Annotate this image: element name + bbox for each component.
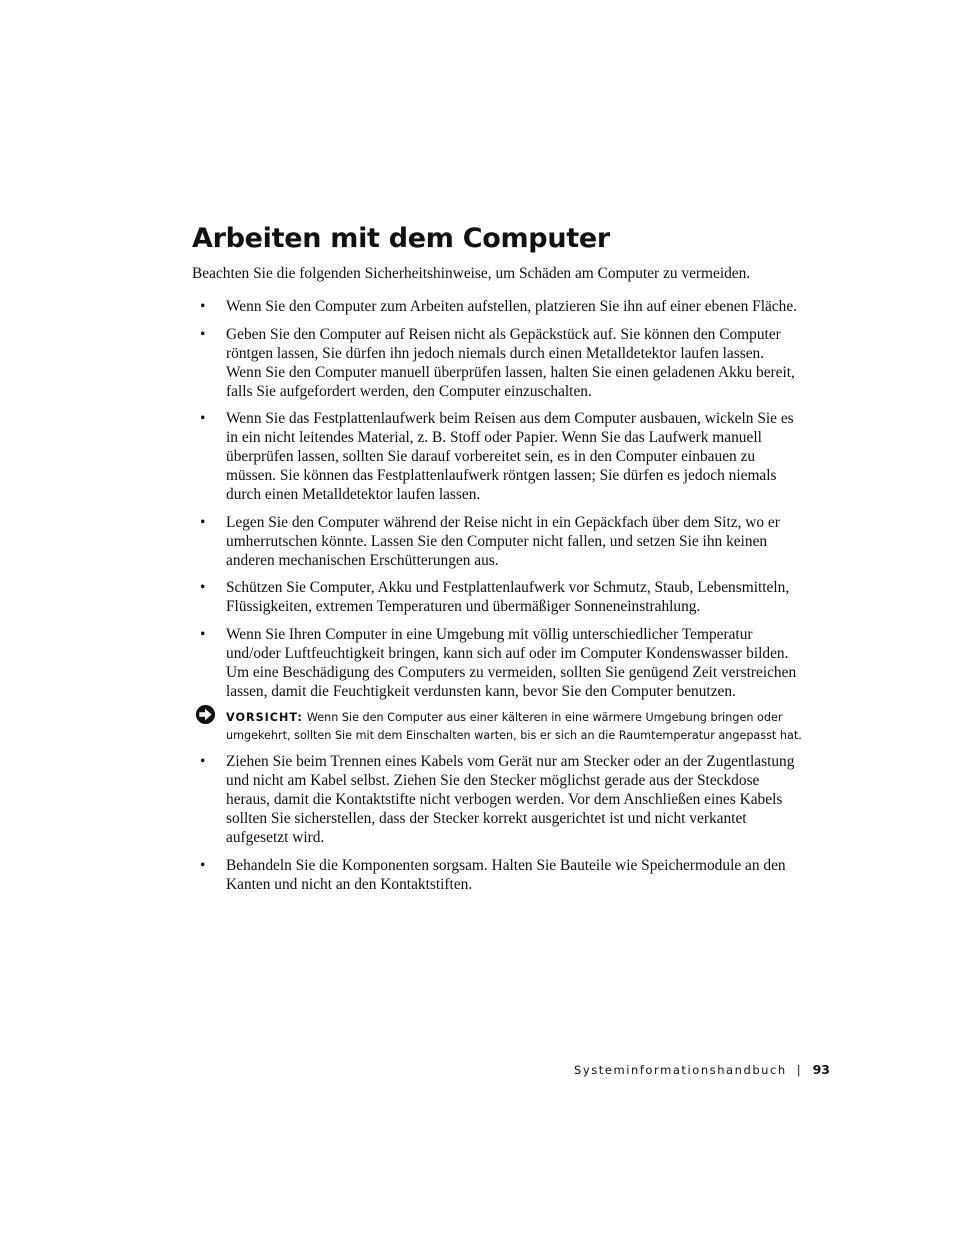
list-item-text: Schützen Sie Computer, Akku und Festplattenlaufwerk vor Schmutz, Staub, Lebensmitteln, Flüssigkeiten, extremen Temperaturen und übermäßiger Sonneneinstrahlung. (226, 579, 790, 615)
list-item (192, 625, 802, 701)
page-footer (520, 1061, 830, 1079)
intro-paragraph: Beachten Sie die folgenden Sicherheitshinweise, um Schäden am Computer zu vermeiden. (192, 265, 751, 282)
bullet-marker: • (200, 856, 206, 874)
notice-box (192, 709, 802, 744)
bullet-marker: • (200, 325, 206, 343)
page-number: 93 (812, 1062, 830, 1077)
list-item (192, 856, 802, 894)
list-item (192, 578, 802, 616)
list-item-text: Wenn Sie das Festplattenlaufwerk beim Reisen aus dem Computer ausbauen, wickeln Sie es in ein nicht leitendes Material, z. B. Stoff oder Papier. Wenn Sie das Laufwerk manuell überprüfen lassen, sollten Sie darauf vorbereitet sein, es in den Computer einbauen zu müssen. Sie können das Festplattenlaufwerk röntgen lassen; Sie dürfen es jedoch niemals durch einen Metalldetektor laufen lassen. (226, 410, 794, 503)
bullet-marker: • (200, 513, 206, 531)
list-item (192, 513, 802, 570)
list-item-text: Wenn Sie den Computer zum Arbeiten aufstellen, platzieren Sie ihn auf einer ebenen Fläche. (226, 298, 798, 315)
section-heading: Arbeiten mit dem Computer (192, 223, 610, 254)
safety-list (192, 297, 802, 902)
list-item-text: Legen Sie den Computer während der Reise nicht in ein Gepäckfach über dem Sitz, wo er umherrutschen könnte. Lassen Sie den Computer nicht fallen, und setzen Sie ihn keinen anderen mechanischen Erschütterungen aus. (226, 513, 780, 569)
list-item (192, 297, 802, 316)
bullet-marker: • (200, 753, 206, 770)
footer-book-title: Systeminformationshandbuch (574, 1063, 787, 1077)
notice-arrow-icon (195, 704, 216, 725)
list-item (192, 752, 802, 847)
list-item-text: Behandeln Sie die Komponenten sorgsam. Halten Sie Bauteile wie Speichermodule an den Kanten und nicht an den Kontaktstiften. (226, 856, 786, 893)
list-item (192, 409, 802, 504)
notice-text: Wenn Sie den Computer aus einer kälteren in eine wärmere Umgebung bringen oder umgekehrt, sollten Sie mit dem Einschalten warten, bis er sich an die Raumtemperatur angepasst hat. (226, 711, 802, 742)
notice-label: VORSICHT: (226, 711, 303, 724)
list-item-text: Ziehen Sie beim Trennen eines Kabels vom Gerät nur am Stecker oder an der Zugentlastung und nicht am Kabel selbst. Ziehen Sie den Stecker möglichst gerade aus der Steckdose heraus, damit die Kontaktstifte nicht verbogen werden. Vor dem Anschließen eines Kabels sollten Sie sicherstellen, dass der Stecker korrekt ausgerichtet ist und nicht verkantet aufgesetzt wird. (226, 753, 795, 846)
bullet-marker: • (200, 625, 206, 643)
list-item-text: Wenn Sie Ihren Computer in eine Umgebung mit völlig unterschiedlicher Temperatur und/oder Luftfeuchtigkeit bringen, kann sich auf oder im Computer Kondenswasser bilden. Um eine Beschädigung des Computers zu vermeiden, sollten Sie genügend Zeit verstreichen lassen, damit die Feuchtigkeit verdunsten kann, bevor Sie den Computer benutzen. (226, 625, 797, 700)
bullet-marker: • (200, 298, 206, 315)
list-item-text: Geben Sie den Computer auf Reisen nicht als Gepäckstück auf. Sie können den Computer röntgen lassen, Sie dürfen ihn jedoch niemals durch einen Metalldetektor laufen lassen. Wenn Sie den Computer manuell überprüfen lassen, halten Sie einen geladenen Akku bereit, falls Sie aufgefordert werden, den Computer einzuschalten. (226, 325, 795, 400)
bullet-marker: • (200, 410, 206, 427)
footer-separator: | (796, 1063, 801, 1077)
bullet-marker: • (200, 579, 206, 596)
list-item (192, 325, 802, 401)
